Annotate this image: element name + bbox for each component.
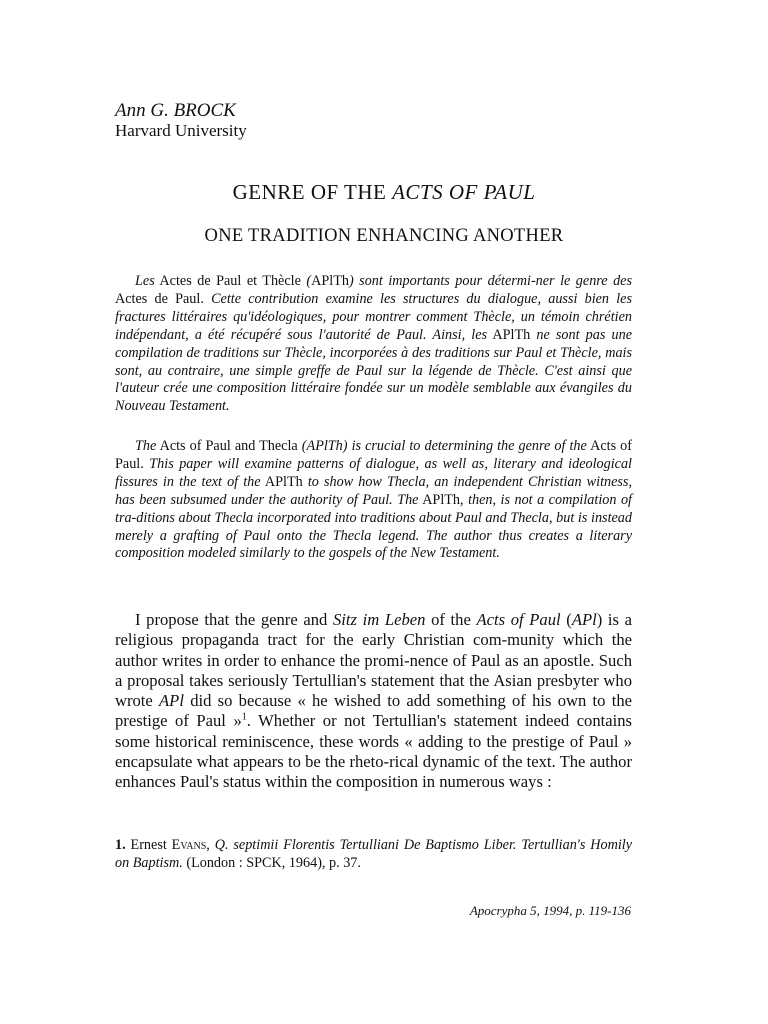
- footnote-text: Q. septimii Florentis Tertulliani De Baptismo Liber. Tertullian's Homily on Baptism.: [115, 837, 633, 871]
- body-text: APl: [571, 610, 597, 629]
- footnote-text: Evans: [171, 837, 207, 853]
- footnote-number: 1.: [115, 837, 126, 853]
- article-subtitle: ONE TRADITION ENHANCING ANOTHER: [204, 226, 564, 246]
- article-title: [0, 179, 768, 205]
- footnote-text: (London : SPCK, 1964), p. 37.: [182, 855, 361, 871]
- abstract-fr-text: ne sont pas une compilation de traditions sur Thècle, incorporées à des traditions sur Paul et Thècle, mais sont, au contraire, une simple greffe de Paul sur la légende de Thècle. C'est ainsi que l'auteur crée une composition littéraire fondée sur un modèle semblable aux évangiles du Nouveau Testament.: [115, 326, 632, 415]
- abstract-english: [115, 438, 632, 563]
- abstract-fr-text: APlTh: [311, 273, 349, 289]
- abstract-french: [115, 273, 632, 416]
- abstract-fr-text: ) sont importants pour détermi-ner le genre des: [348, 273, 632, 289]
- journal-citation: Apocrypha 5, 1994, p. 119-136: [469, 903, 631, 918]
- abstract-fr-text: Cette contribution examine les structures du dialogue, aussi bien les fractures littéraires qu'idéologiques, pour montrer comment Thècle, un témoin chrétien indépendant, a été récupéré sous l'autorité de Paul. Ainsi, les: [115, 290, 632, 343]
- body-text: APl: [159, 691, 184, 711]
- body-text: (: [560, 610, 572, 629]
- footnote-text: Ernest: [130, 837, 172, 853]
- abstract-en-text: APlTh,: [418, 491, 464, 508]
- author-name: Ann G. BROCK: [115, 100, 236, 121]
- body-text: ) is a religious propaganda tract for the early Christian com-munity which the author writes in order to enhance the promi-nence of Paul as an apostle. Such a proposal takes seriously Tertullian's statement that the Asian presbyter who wrote: [115, 610, 632, 711]
- body-text: Sitz im Leben: [332, 610, 426, 629]
- title-italic: ACTS OF PAUL: [392, 180, 536, 204]
- abstract-en-text: This paper will examine patterns of dialogue, as well as, literary and ideological fissures in the text of the: [115, 455, 632, 490]
- abstract-en-text: Acts of Paul and Thecla: [156, 438, 302, 454]
- abstract-en-text: The: [135, 438, 157, 454]
- abstract-en-text: then, is not a compilation of tra-ditions about Thecla incorporated into traditions about Paul and Thecla, but is instead merely a grafting of Paul onto the Thecla legend. The author thus creates a literary composition modeled similarly to the gospels of the New Testament.: [115, 491, 632, 562]
- body-text: did so because « he wished to add something of his own to the prestige of Paul »: [115, 691, 632, 731]
- body-text: of the: [425, 610, 477, 629]
- body-text: . Whether or not Tertullian's statement indeed contains some historical reminiscence, these words « adding to the prestige of Paul » encapsulate what appears to be the rheto-rical dynamic of the text. The author enhances Paul's status within the composition in numerous ways :: [115, 711, 632, 792]
- abstract-fr-text: Actes de Paul.: [115, 290, 204, 307]
- abstract-fr-text: APlTh: [487, 326, 531, 343]
- footnote: [115, 836, 632, 872]
- footnote-text: ,: [206, 837, 215, 853]
- abstract-fr-text: Actes de Paul et Thècle: [154, 273, 307, 289]
- abstract-en-text: (APlTh) is crucial to determining the genre of the: [301, 438, 587, 454]
- title-prefix: GENRE OF THE: [232, 180, 393, 204]
- abstract-en-text: Acts of Paul.: [115, 438, 632, 472]
- abstract-fr-text: Les: [135, 273, 155, 289]
- abstract-fr-text: (: [306, 273, 312, 289]
- footnote-reference: 1: [241, 711, 247, 723]
- body-paragraph: [115, 610, 632, 793]
- abstract-en-text: to show how Thecla, an independent Christian witness, has been subsumed under the authority of Paul. The: [115, 473, 633, 508]
- body-text: Acts of Paul: [476, 610, 561, 629]
- author-affiliation: Harvard University: [115, 121, 247, 140]
- body-text: I propose that the genre and: [135, 610, 333, 629]
- abstract-en-text: APlTh: [260, 473, 303, 490]
